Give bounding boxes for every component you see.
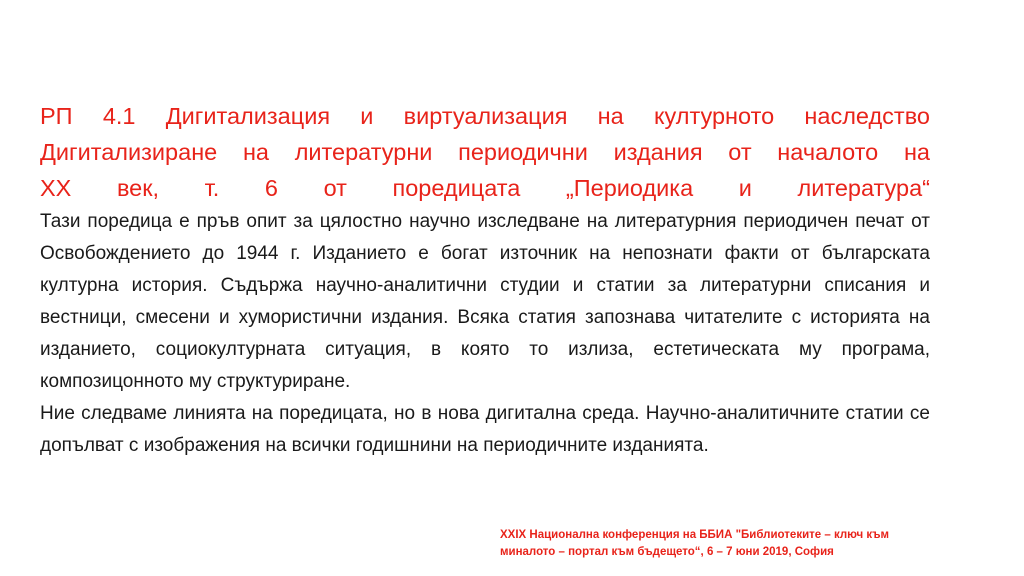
footer-line-1: XXIX Национална конференция на ББИА "Библиотеките – ключ към <box>500 529 890 541</box>
heading-line-2: Дигитализиране на литературни периодични издания от началото на <box>40 139 930 165</box>
conference-footer <box>500 527 970 561</box>
body-paragraph-2: Ние следваме линията на поредицата, но в нова дигитална среда. Научно-аналитичните статии се допълват с изображения на всички годишнини на периодичните изданията. <box>40 403 930 456</box>
slide-content <box>40 98 930 462</box>
slide-heading <box>40 98 930 206</box>
body-paragraph-1: Тази поредица е пръв опит за цялостно научно изследване на литературния периодичен печат от Освобождението до 1944 г. Изданието е богат източник на непознати факти от българската културна история. Съдържа научно-аналитични студии и статии за литературни списания и вестници, смесени и хумористични издания. Всяка статия запознава читателите с историята на изданието, социокултурната ситуация, в която то излиза, естетическата му програма, композицонното му структуриране. <box>40 211 930 392</box>
heading-line-3: XX век, т. 6 от поредицата „Периодика и литература“ <box>40 175 930 201</box>
footer-line-2: миналото – портал към бъдещето“, 6 – 7 юни 2019, София <box>500 546 834 558</box>
heading-line-1: РП 4.1 Дигитализация и виртуализация на културното наследство <box>40 103 930 129</box>
